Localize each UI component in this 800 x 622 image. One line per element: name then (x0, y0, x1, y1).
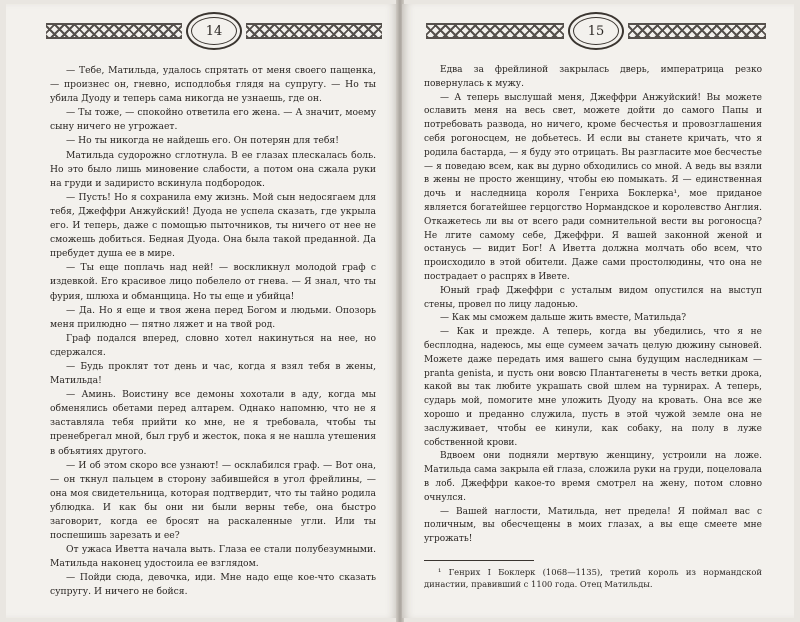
header-ornament-right (246, 23, 382, 39)
paragraph: От ужаса Иветта начала выть. Глаза ее стали полубезумными. Матильда наконец удостоила ее взглядом. (50, 544, 376, 570)
paragraph: — Как и прежде. А теперь, когда вы убедились, что я не бесплодна, надеюсь, мы еще сумеем зачать целую дюжину сыновей. Можете даже передать имя вашего сына будущим наследникам — pranta genista, и пусть они вовсю Плантагенеты в честь ветки дрока, какой вы так любите украшать свой шлем на турнирах. А теперь, сударь мой, помогите мне уложить Дуоду на кровать. Она все же хорошо и преданно служила, пусть в этой чужой земле она не заслуживает, чтобы ее кинули, как собаку, на полу в луже собственной крови. (424, 327, 762, 448)
paragraph: Матильда судорожно сглотнула. В ее глазах плескалась боль. Но это было лишь миновение слабости, а потом она сжала руки на груди и задиристо вскинула подбородок. (50, 149, 376, 189)
paragraph: Юный граф Джеффри с усталым видом опустился на выступ стены, провел по лицу ладонью. (424, 285, 762, 310)
paragraph: — Тебе, Матильда, удалось спрятать от меня своего пащенка, — произнес он, гневно, исподлобья глядя на супругу. — Но ты убила Дуоду и теперь сама никогда не узнаешь, где он. (50, 65, 376, 105)
left-page (6, 4, 398, 618)
paragraph: — Ты еще поплачь над ней! — воскликнул молодой граф с издевкой. Его красивое лицо побелело от гнева. — Я знал, что ты фурия, шлюха и обманщица. Но ты еще и убийца! (50, 262, 376, 302)
right-page-text (424, 64, 762, 547)
paragraph: — И об этом скоро все узнают! — осклабился граф. — Вот она, — он ткнул пальцем в сторону забившейся в угол фрейлины, — она моя свидетельница, которая подтвердит, что ты тайно родила ублюдка. И как бы они ни были верны тебе, она быстро заговорит, когда ее бросят на раскаленные угли. Или ты поспешишь зарезать и ее? (50, 459, 376, 542)
paragraph: — Как мы сможем дальше жить вместе, Матильда? (440, 313, 687, 324)
paragraph: Вдвоем они подняли мертвую женщину, устроили на ложе. Матильда сама закрыла ей глаза, сложила руки на груди, поцеловала в лоб. Джеффри какое-то время смотрел на жену, потом словно очнулся. (424, 451, 762, 503)
paragraph: — А теперь выслушай меня, Джеффри Анжуйский! Вы можете ославить меня на весь свет, можете дойти до самого Папы и потребовать развода, но ничего, кроме бесчестья и провозглашения себя рогоносцем, не добьетесь. И если вы станете кричать, что я родила бастарда, — я буду это отрицать. Вы разгласите мое бесчестье — я поведаю всем, как вы дурно обходились со мной. А ведь вы взяли в жены не просто женщину, чтобы ею помыкать. Я — единственная дочь и наследница короля Генриха Боклерка¹, мое приданое является богатейшее герцогство Нормандское и королевство Англия. Откажетесь ли вы от всего ради сомнительной вести вы рогоносца? Не лгите самому себе, Джеффри. Я вашей законной женой и останусь — видит Бог! А Иветта должна молчать обо всем, что происходило в этой обители. Даже сами простолюдины, что она не пострадает о распрях в Ивете. (424, 92, 762, 282)
paragraph: — Но ты никогда не найдешь его. Он потерян для тебя! (66, 135, 339, 147)
footnote-rule (424, 560, 534, 561)
paragraph: — Пойди сюда, девочка, иди. Мне надо еще кое-что сказать супругу. И ничего не бойся. (50, 572, 376, 598)
paragraph: — Ты тоже, — спокойно ответила его жена. — А значит, моему сыну ничего не угрожает. (50, 107, 376, 133)
page-number-medallion (186, 12, 242, 50)
footnote-text: ¹ Генрих I Боклерк (1068—1135), третий король из нормандской династии, правивший с 1100 года. Отец Матильды. (424, 567, 762, 589)
paragraph: Граф подался вперед, словно хотел накинуться на нее, но сдержался. (50, 332, 376, 358)
header-ornament-left (426, 23, 564, 39)
paragraph: — Вашей наглости, Матильда, нет предела! Я поймал вас с поличным, вы обесчещены в моих глазах, а вы еще смеете мне угрожать! (424, 506, 762, 545)
page-number: 15 (587, 23, 605, 39)
page-number-medallion (568, 12, 624, 50)
paragraph: Едва за фрейлиной закрылась дверь, императрица резко повернулась к мужу. (424, 65, 762, 89)
left-page-header (46, 12, 382, 50)
right-page (402, 4, 794, 618)
paragraph: — Будь проклят тот день и час, когда я взял тебя в жены, Матильда! (50, 360, 376, 387)
paragraph: — Пусть! Но я сохранила ему жизнь. Мой сын недосягаем для тебя, Джеффри Анжуйский! Дуода не успела сказать, где укрыла его. И теперь, даже с помощью пыточников, ты ничего от нее не сможешь добиться. Бедная Дуода. Она была такой преданной. Да пребудет душа ее в мире. (50, 191, 376, 260)
paragraph: — Да. Но я еще и твоя жена перед Богом и людьми. Опозорь меня прилюдно — пятно ляжет и на твой род. (50, 304, 376, 330)
footnote (424, 566, 762, 590)
header-ornament-right (628, 23, 766, 39)
header-ornament-left (46, 23, 182, 39)
left-page-text (50, 64, 376, 600)
page-number: 14 (205, 23, 223, 39)
right-page-header (426, 12, 766, 50)
paragraph: — Аминь. Воистину все демоны хохотали в аду, когда мы обменялись обетами перед алтарем. Однако напомню, что не я заставляла тебя прийти ко мне, не я требовала, чтобы ты пренебрегал мной, был груб и жесток, пока я не нашла утешения в объятиях другого. (50, 389, 376, 457)
